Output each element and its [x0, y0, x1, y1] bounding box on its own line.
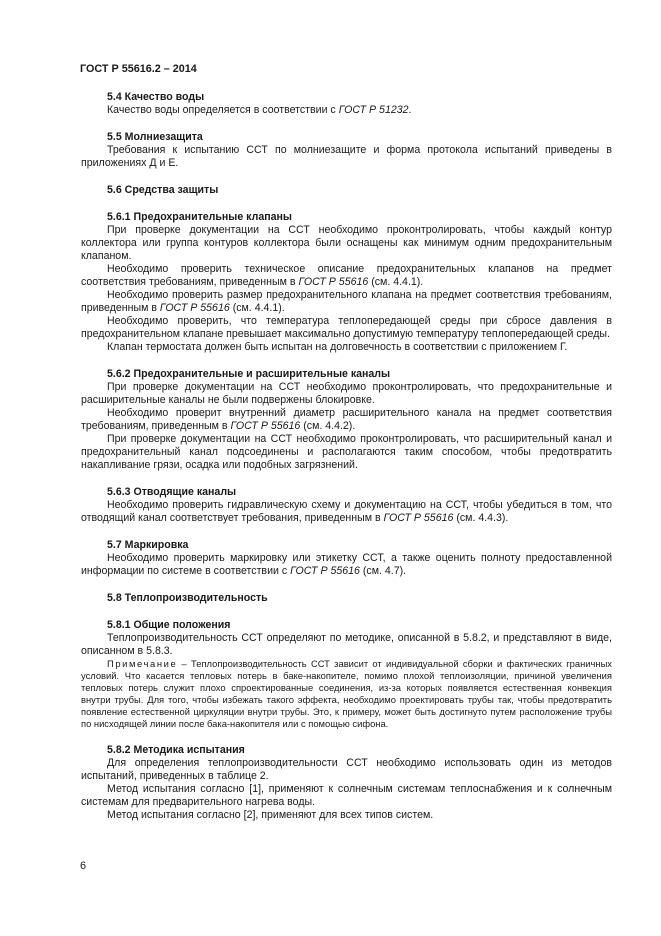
section-5-6-3-p1: Необходимо проверить гидравлическую схему и документацию на ССТ, чтобы убедиться в том, что отводящий канал соответствует требования, приведенным в ГОСТ Р 55616 (см. 4.4.3).: [81, 499, 612, 524]
section-5-6-2-p1: При проверке документации на ССТ необходимо проконтролировать, что предохранительные и расширительные каналы не были подвержены блокировке.: [81, 381, 612, 406]
page-number: 6: [80, 860, 87, 872]
section-5-6-1-p5: Клапан термостата должен быть испытан на долговечность в соответствии с приложением Г.: [107, 341, 568, 353]
section-5-5-text: Требования к испытанию ССТ по молниезащите и форма протокола испытаний приведены в приложениях Д и Е.: [81, 144, 612, 169]
document-body: [81, 91, 612, 822]
section-5-6-1-p4: Необходимо проверить, что температура теплопередающей среды при сбросе давления в предохранительном клапане превышает максимально допустимую температуру теплопередающей среды.: [81, 315, 612, 340]
section-5-8-2-p1: Для определения теплопроизводительности ССТ необходимо использовать один из методов испытаний, приведенных в таблице 2.: [81, 757, 612, 782]
section-5-4-title: 5.4 Качество воды: [107, 91, 205, 103]
section-5-6-1-p3: Необходимо проверить размер предохранительного клапана на предмет соответствия требованиям, приведенным в ГОСТ Р 55616 (см. 4.4.1).: [81, 289, 612, 314]
standard-reference: ГОСТ Р 55616: [230, 420, 301, 432]
standard-reference: ГОСТ Р 51232: [338, 104, 409, 116]
section-5-8-title: 5.8 Теплопроизводительность: [107, 592, 268, 604]
standard-reference: ГОСТ Р 55616: [383, 512, 454, 524]
section-5-6-2-p2: Необходимо проверит внутренний диаметр расширительного канала на предмет соответствия требованиям, приведенным в ГОСТ Р 55616 (см. 4.4.2).: [81, 407, 612, 432]
section-5-8-2-title: 5.8.2 Методика испытания: [107, 744, 245, 756]
note-label: Примечание: [107, 658, 178, 669]
section-5-6-1-title: 5.6.1 Предохранительные клапаны: [107, 211, 292, 223]
section-5-8-2-p2: Метод испытания согласно [1], применяют к солнечным системам теплоснабжения и к солнечным системам для предварительного нагрева воды.: [81, 783, 612, 808]
standard-reference: ГОСТ Р 55616: [290, 565, 360, 577]
section-5-8-1-title: 5.8.1 Общие положения: [107, 619, 231, 631]
standard-reference: ГОСТ Р 55616: [298, 276, 369, 288]
section-5-8-1-p1: Теплопроизводительность ССТ определяют по методике, описанной в 5.8.2, и представляют в виде, описанном в 5.8.3.: [81, 632, 612, 657]
section-5-8-1-note: Примечание – Теплопроизводительность ССТ зависит от индивидуальной сборки и фактических граничных условий. Что касается тепловых потерь в баке-накопителе, помимо плохой теплоизоляции, причиной увеличения тепловых потерь служит плохо спроектированные соединения, из-за которых появляется естественная конвекция внутри трубы. Для того, чтобы избежать такого эффекта, необходимо проектировать трубы так, чтобы предотвратить появление естественной циркуляции внутри трубы. Это, к примеру, может быть достигнуто путем расположение трубы по нисходящей линии после бака-накопителя или с помощью сифона.: [81, 658, 612, 729]
section-5-8-2-p3: Метод испытания согласно [2], применяют для всех типов систем.: [107, 809, 434, 821]
section-5-7-title: 5.7 Маркировка: [107, 539, 189, 551]
section-5-6-2-title: 5.6.2 Предохранительные и расширительные каналы: [107, 368, 391, 380]
section-5-5-title: 5.5 Молниезащита: [107, 131, 203, 143]
section-5-6-1-p1: При проверке документации на ССТ необходимо проконтролировать, чтобы каждый контур коллектора или группа контуров коллектора были оснащены как минимум одним предохранительным клапаном.: [81, 224, 612, 262]
document-code-header: ГОСТ Р 55616.2 – 2014: [80, 63, 197, 75]
section-5-4-text: Качество воды определяется в соответствии с ГОСТ Р 51232.: [107, 104, 412, 116]
section-5-6-title: 5.6 Средства защиты: [107, 184, 219, 196]
standard-reference: ГОСТ Р 55616: [159, 302, 230, 314]
section-5-6-3-title: 5.6.3 Отводящие каналы: [107, 486, 237, 498]
section-5-7-p1: Необходимо проверить маркировку или этикетку ССТ, а также оценить полноту предоставленной информации по системе в соответствии с ГОСТ Р 55616 (см. 4.7).: [81, 552, 612, 577]
section-5-6-2-p3: При проверке документации на ССТ необходимо проконтролировать, что расширительный канал и предохранительный канал подсоединены и располагаются таким способом, чтобы предотвратить накапливание грязи, осадка или подобных загрязнений.: [81, 433, 612, 471]
section-5-6-1-p2: Необходимо проверить техническое описание предохранительных клапанов на предмет соответствия требованиям, приведенным в ГОСТ Р 55616 (см. 4.4.1).: [81, 263, 612, 288]
